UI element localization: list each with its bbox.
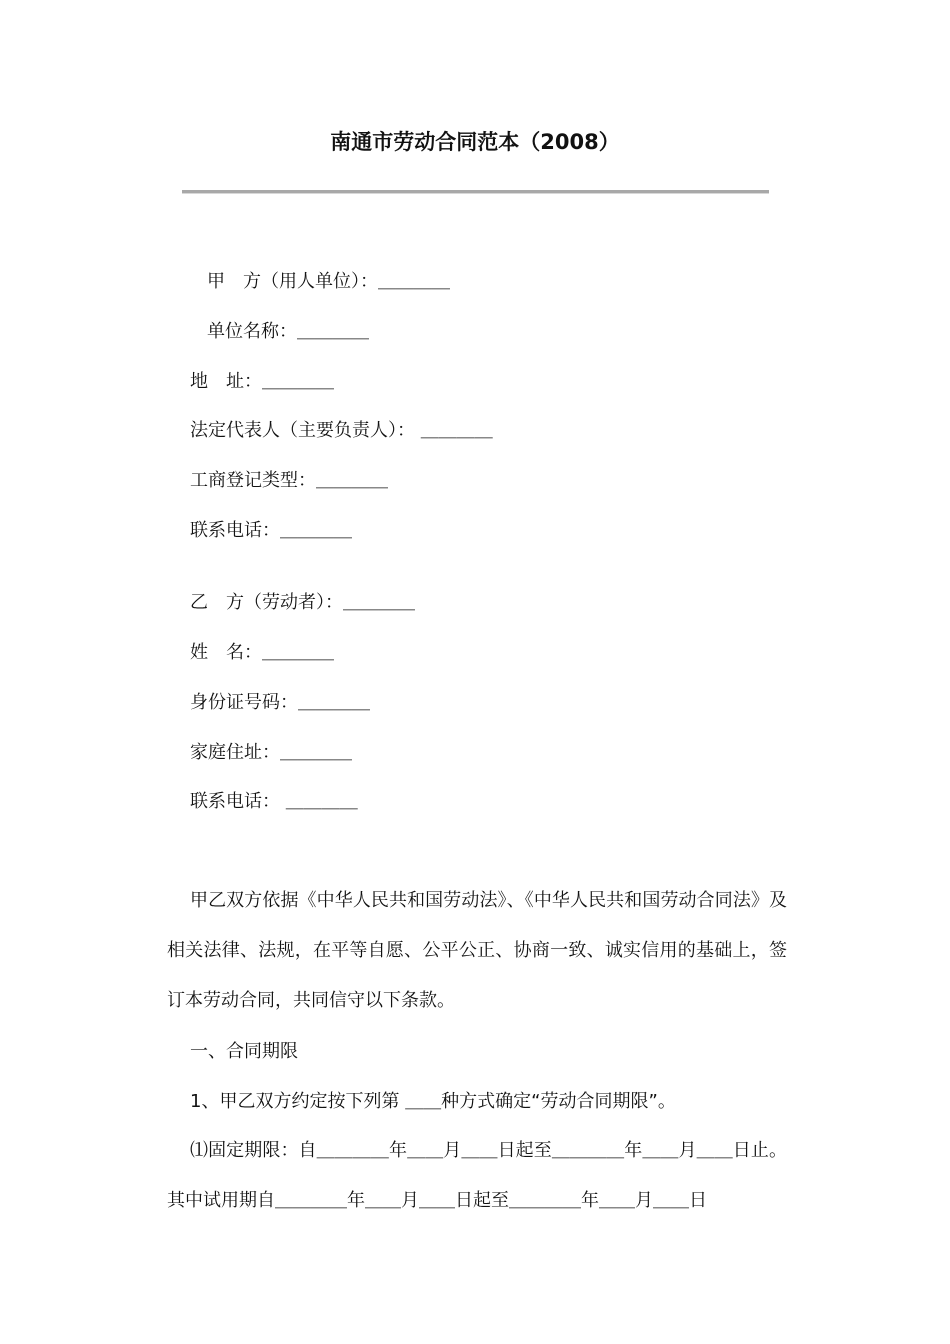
party-a-unit-name: 单位名称：＿＿＿＿ [207,321,369,342]
title-divider [182,190,769,194]
clause-1: 1、甲乙双方约定按下列第 ＿＿种方式确定“劳动合同期限”。 [190,1091,676,1112]
party-a-address: 地 址：＿＿＿＿ [190,371,334,392]
party-a-legal-rep: 法定代表人（主要负责人）： ＿＿＿＿ [190,420,493,441]
party-a-phone: 联系电话：＿＿＿＿ [190,520,352,541]
party-b-name: 姓 名：＿＿＿＿ [190,642,334,663]
intro-paragraph: 甲乙双方依据《中华人民共和国劳动法》、《中华人民共和国劳动合同法》及相关法律、法规，在平等自愿、公平公正、协商一致、诚实信用的基础上，签订本劳动合同，共同信守以下条款。 [167,890,787,1011]
document-title: 南通市劳动合同范本（2008） [330,130,620,154]
party-b-id-number: 身份证号码：＿＿＿＿ [190,692,370,713]
party-b-home-address: 家庭住址：＿＿＿＿ [190,742,352,763]
party-a-heading: 甲 方（用人单位）：＿＿＿＿ [207,271,450,292]
section-heading-term: 一、合同期限 [190,1041,298,1062]
party-b-heading: 乙 方（劳动者）：＿＿＿＿ [190,592,415,613]
clause-1-fixed-term: ⑴固定期限：自＿＿＿＿年＿＿月＿＿日起至＿＿＿＿年＿＿月＿＿日止。其中试用期自＿＿＿＿年＿＿月＿＿日起至＿＿＿＿年＿＿月＿＿日 [167,1140,787,1211]
party-a-business-type: 工商登记类型：＿＿＿＿ [190,470,388,491]
party-b-phone: 联系电话： ＿＿＿＿ [190,791,358,812]
